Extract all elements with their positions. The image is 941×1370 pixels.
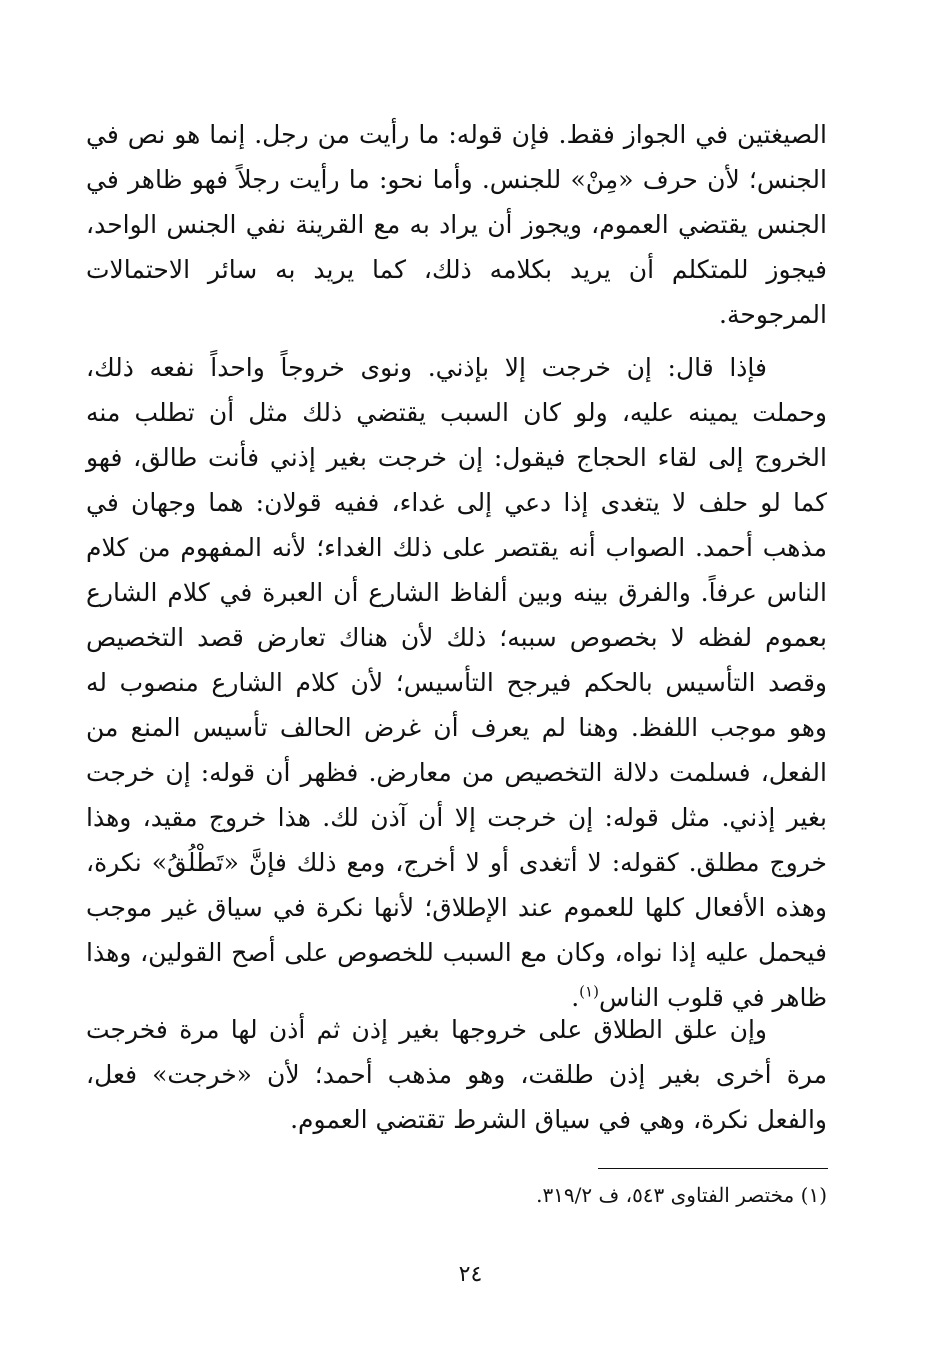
paragraph-1 [86, 112, 827, 337]
footnote-text: مختصر الفتاوى ٥٤٣، ف ٣١٩/٢. [536, 1183, 795, 1207]
paragraph-3-text: وإن علق الطلاق على خروجها بغير إذن ثم أذن لها مرة فخرجت مرة أخرى بغير إذن طلقت، وهو مذهب أحمد؛ لأن «خرجت» فعل، والفعل نكرة، وهي في سياق الشرط تقتضي العموم. [86, 1015, 827, 1134]
paragraph-3 [86, 1007, 827, 1142]
paragraph-2 [86, 345, 827, 1020]
footnote-marker: (١) [579, 982, 599, 1001]
paragraph-2-end: . [571, 983, 580, 1012]
page-number: ٢٤ [458, 1262, 483, 1287]
paragraph-2-text: فإذا قال: إن خرجت إلا بإذني. ونوى خروجاً واحداً نفعه ذلك، وحملت يمينه عليه، ولو كان السبب يقتضي ذلك مثل أن تطلب منه الخروج إلى لقاء الحجاج فيقول: إن خرجت بغير إذني فأنت طالق، فهو كما لو حلف لا يتغدى إذا دعي إلى غداء، ففيه قولان: هما وجهان في مذهب أحمد. الصواب أنه يقتصر على ذلك الغداء؛ لأنه المفهوم من كلام الناس عرفاً. والفرق بينه وبين ألفاظ الشارع أن العبرة في كلام الشارع بعموم لفظه لا بخصوص سببه؛ ذلك لأن هناك تعارض قصد التخصيص وقصد التأسيس بالحكم فيرجح التأسيس؛ لأن كلام الشارع منصوب له وهو موجب اللفظ. وهنا لم يعرف أن غرض الحالف تأسيس المنع من الفعل، فسلمت دلالة التخصيص من معارض. فظهر أن قوله: إن خرجت بغير إذني. مثل قوله: إن خرجت إلا أن آذن لك. هذا خروج مقيد، وهذا خروج مطلق. كقوله: لا أتغدى أو لا أخرج، ومع ذلك فإنَّ «تَطْلُقُ» نكرة، وهذه الأفعال كلها للعموم عند الإطلاق؛ لأنها نكرة في سياق غير موجب فيحمل عليه إذا نواه، وكان مع السبب للخصوص على أصح القولين، وهذا ظاهر في قلوب الناس [86, 353, 827, 1012]
paragraph-1-text: الصيغتين في الجواز فقط. فإن قوله: ما رأيت من رجل. إنما هو نص في الجنس؛ لأن حرف «مِنْ» للجنس. وأما نحو: ما رأيت رجلاً فهو ظاهر في الجنس يقتضي العموم، ويجوز أن يراد به مع القرينة نفي الجنس الواحد، فيجوز للمتكلم أن يريد بكلامه ذلك، كما يريد به سائر الاحتمالات المرجوحة. [86, 120, 827, 329]
footnote [86, 1178, 827, 1212]
footnote-number: (١) [800, 1183, 827, 1207]
footnote-divider [598, 1168, 828, 1169]
